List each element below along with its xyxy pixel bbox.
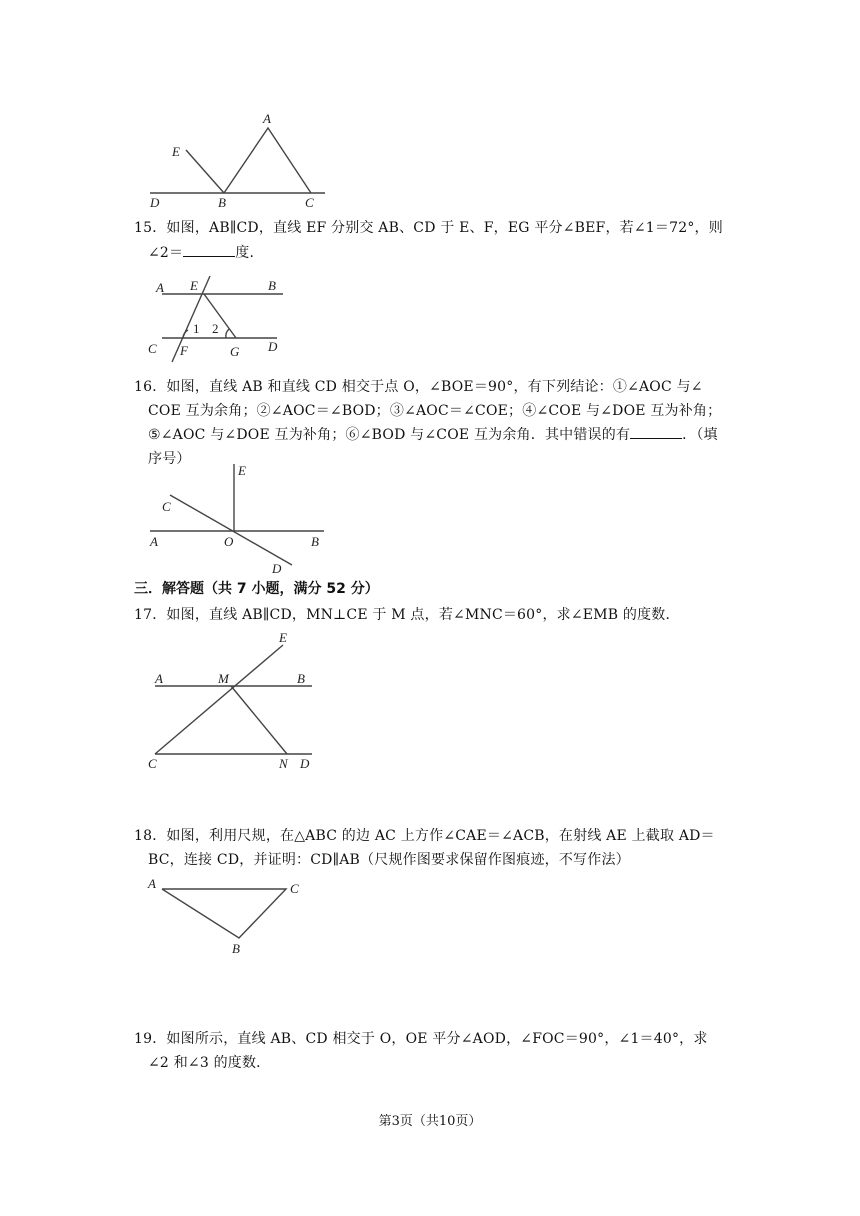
label-c: C <box>148 756 157 771</box>
label-e: E <box>279 630 287 645</box>
q19-line2: ∠2 和∠3 的度数． <box>148 1055 271 1071</box>
label-b: B <box>268 278 276 293</box>
label-m: M <box>218 671 229 686</box>
q16-line1: 16．如图，直线 AB 和直线 CD 相交于点 O，∠BOE＝90°，有下列结论：①∠AOC 与∠ <box>134 379 703 395</box>
label-a: A <box>156 280 164 295</box>
label-e: E <box>172 144 180 159</box>
label-b: B <box>232 941 240 956</box>
label-angle-2: 2 <box>212 321 219 336</box>
triangle-abc <box>162 889 286 938</box>
q17-text: 17．如图，直线 AB∥CD，MN⊥CE 于 M 点，若∠MNC＝60°，求∠EMB 的度数． <box>134 607 680 623</box>
label-n: N <box>279 756 288 771</box>
label-b: B <box>218 195 226 210</box>
label-f: F <box>180 343 188 358</box>
label-d: D <box>150 195 160 210</box>
label-c: C <box>305 195 314 210</box>
q16-line4: 序号） <box>148 451 191 467</box>
q16-line3-post: ．（填 <box>682 427 718 443</box>
label-g: G <box>230 344 240 359</box>
q18-line1: 18．如图，利用尺规，在△ABC 的边 AC 上方作∠CAE＝∠ACB，在射线 AE 上截取 AD＝ <box>134 828 715 844</box>
label-angle-1: 1 <box>193 321 200 336</box>
q15-line2-post: 度. <box>235 245 255 261</box>
label-a: A <box>148 876 156 891</box>
label-d: D <box>300 756 310 771</box>
label-o: O <box>224 534 234 549</box>
label-d: D <box>268 339 278 354</box>
label-c: C <box>290 881 299 896</box>
page-footer: 第3页（共10页） <box>378 1114 482 1129</box>
label-c: C <box>148 341 157 356</box>
label-c: C <box>162 499 171 514</box>
q16-line3-pre: ⑤∠AOC 与∠DOE 互为补角；⑥∠BOD 与∠COE 互为余角．其中错误的有 <box>148 427 631 443</box>
q18-line2: BC，连接 CD，并证明：CD∥AB（尺规作图要求保留作图痕迹，不写作法） <box>148 852 630 868</box>
q19-line1: 19．如图所示，直线 AB、CD 相交于 O，OE 平分∠AOD，∠FOC＝90°，∠1＝40°，求 <box>134 1031 708 1047</box>
q15-line1: 15．如图，AB∥CD，直线 EF 分别交 AB、CD 于 E、F，EG 平分∠BEF，若∠1＝72°，则 <box>134 220 723 236</box>
label-a: A <box>155 671 163 686</box>
label-a: A <box>263 111 271 126</box>
label-b: B <box>297 671 305 686</box>
label-a: A <box>150 534 158 549</box>
label-d: D <box>272 561 282 576</box>
label-e: E <box>238 463 246 478</box>
label-e: E <box>190 278 198 293</box>
label-b: B <box>311 534 319 549</box>
section-heading: 三．解答题（共 7 小题，满分 52 分） <box>134 581 379 597</box>
q16-line2: COE 互为余角；②∠AOC＝∠BOD；③∠AOC＝∠COE；④∠COE 与∠DOE 互为补角； <box>148 403 722 419</box>
q15-line2-pre: ∠2＝ <box>148 245 184 261</box>
